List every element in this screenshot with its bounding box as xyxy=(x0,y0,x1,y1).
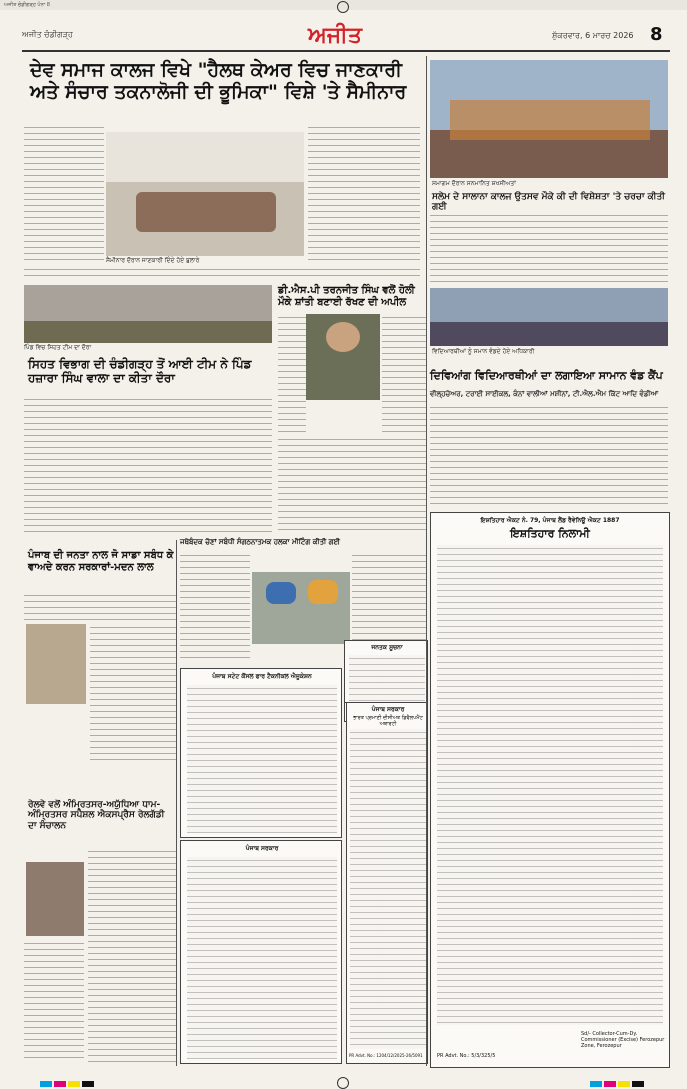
ceremony-photo xyxy=(430,60,668,178)
notice-title: ਜਨਤਕ ਸੂਚਨਾ xyxy=(371,644,403,651)
article-text xyxy=(90,624,176,764)
pr-advt-number: PR Advt. No.: 1204/12/2025-26/5091 xyxy=(349,1053,423,1058)
photo-caption: ਸੈਮੀਨਾਰ ਦੌਰਾਨ ਜਾਣਕਾਰੀ ਦਿੰਦੇ ਹੋਏ ਬੁਲਾਰੇ xyxy=(106,257,200,264)
print-strip: ਅਜੀਤ ਚੰਡੀਗੜ੍ਹ ਪੰਨਾ 8 xyxy=(0,0,687,10)
dsp-headline: ਡੀ.ਐਸ.ਪੀ ਤਰਨਜੀਤ ਸਿੰਘ ਵਲੋਂ ਹੋਲੀ ਮੌਕੇ ਸ਼ਾਂਤੀ ਬਣਾਈ ਰੱਖਣ ਦੀ ਅਪੀਲ xyxy=(278,285,415,308)
article-text xyxy=(308,124,420,262)
article-text xyxy=(430,212,668,284)
page-number: 8 xyxy=(650,24,663,45)
article-text xyxy=(278,314,306,432)
official-photo xyxy=(26,862,84,936)
main-headline: ਦੇਵ ਸਮਾਜ ਕਾਲਜ ਵਿਖੇ "ਹੈਲਥ ਕੇਅਰ ਵਿਚ ਜਾਣਕਾਰੀ ਅਤੇ ਸੰਚਾਰ ਤਕਨਾਲੋਜੀ ਦੀ ਭੂਮਿਕਾ" ਵਿਸ਼ੇ 'ਤੇ ਸੈਮੀਨਾਰ xyxy=(30,59,407,103)
article-text xyxy=(24,592,176,622)
meeting-photo xyxy=(252,572,350,644)
registration-mark-icon xyxy=(337,1,349,13)
photo-caption: ਪਿੰਡ ਵਿਚ ਸਿਹਤ ਟੀਮ ਦਾ ਦੌਰਾ xyxy=(24,344,92,351)
photo-caption: ਵਿਦਿਆਰਥੀਆਂ ਨੂੰ ਸਮਾਨ ਵੰਡਦੇ ਹੋਏ ਅਧਿਕਾਰੀ xyxy=(432,348,535,355)
village-photo xyxy=(24,285,272,343)
health-headline: ਸਿਹਤ ਵਿਭਾਗ ਦੀ ਚੰਡੀਗੜ੍ਹ ਤੋਂ ਆਈ ਟੀਮ ਨੇ ਪਿੰਡ ਹਜ਼ਾਰਾ ਸਿੰਘ ਵਾਲਾ ਦਾ ਕੀਤਾ ਦੌਰਾ xyxy=(28,357,252,385)
article-text xyxy=(180,552,250,662)
registration-mark-icon xyxy=(337,1077,349,1089)
article-text xyxy=(24,266,420,280)
cmyk-black xyxy=(82,1081,94,1087)
govt2-title: ਪੰਜਾਬ ਸਰਕਾਰ xyxy=(245,845,279,852)
railway-headline: ਰੇਲਵੇ ਵਲੋਂ ਅੰਮ੍ਰਿਤਸਰ-ਅਯੁੱਧਿਆ ਧਾਮ-ਅੰਮ੍ਰਿਤਸਰ ਸਪੈਸ਼ਲ ਐਕਸਪ੍ਰੈਸ ਰੇਲਗੱਡੀ ਦਾ ਸੰਚਾਲਨ xyxy=(28,800,165,831)
pr-advt-number: PR Advt. No.: 5/3/325/5 xyxy=(437,1053,496,1059)
article-text xyxy=(430,404,668,508)
auction-ad xyxy=(430,512,670,1068)
dsp-photo xyxy=(306,314,380,400)
cmyk-yellow xyxy=(618,1081,630,1087)
students-photo xyxy=(430,288,668,346)
govt-ad-2 xyxy=(180,840,342,1064)
govt-subtitle: ਭਾਰਤ ਪ੍ਰਮਾਣੀ ਦੀਸੀਅਤ ਡਿਵੈਲਪਮੈਂਟ ਅਥਾਰਟੀ xyxy=(353,715,423,727)
council-ad xyxy=(180,668,342,838)
council-title: ਪੰਜਾਬ ਸਟੇਟ ਕੌਂਸਲ ਫਾਰ ਟੈਕਨੀਕਲ ਐਜੂਕੇਸ਼ਨ xyxy=(212,673,312,680)
punjab-headline: ਪੰਜਾਬ ਦੀ ਜਨਤਾ ਨਾਲ ਜੋ ਸਾਡਾ ਸਬੰਧ ਕੇ ਵਾਅਦੇ ਕਰਨ ਸਰਕਾਰਾਂ-ਮਦਨ ਲਾਲ xyxy=(28,550,174,573)
masthead-logo: ਅਜੀਤ xyxy=(308,22,362,48)
article-text xyxy=(278,436,426,530)
article-text xyxy=(382,314,426,432)
issue-date: ਸ਼ੁੱਕਰਵਾਰ, 6 ਮਾਰਚ 2026 xyxy=(552,31,634,40)
seminar-photo xyxy=(106,132,304,256)
photo-caption: ਸਮਾਗਮ ਦੌਰਾਨ ਸਨਮਾਨਿਤ ਸ਼ਖਸੀਅਤਾਂ xyxy=(432,180,516,187)
cmyk-cyan xyxy=(40,1081,52,1087)
page-header xyxy=(22,22,670,52)
cmyk-cyan xyxy=(590,1081,602,1087)
cmyk-magenta xyxy=(604,1081,616,1087)
article-text xyxy=(88,848,176,1062)
cmyk-magenta xyxy=(54,1081,66,1087)
cmyk-yellow xyxy=(68,1081,80,1087)
event-headline: ਸਲੇਮ ਦੇ ਸਾਲਾਨਾ ਕਾਲਜ ਉਤਸਵ ਮੌਕੇ ਕੀ ਦੀ ਵਿਸ਼ੇਸ਼ਤਾ 'ਤੇ ਚਰਚਾ ਕੀਤੀ ਗਈ xyxy=(432,192,665,213)
auction-text xyxy=(437,545,663,1025)
cmyk-black xyxy=(632,1081,644,1087)
article-text xyxy=(24,396,272,536)
divyang-headline: ਦਿਵਿਆਂਗ ਵਿਦਿਆਰਥੀਆਂ ਦਾ ਲਗਾਇਆ ਸਾਮਾਨ ਵੰਡ ਕੈਂਪ xyxy=(430,369,663,382)
speaker-photo xyxy=(26,624,86,704)
auction-title: ਇਸ਼ਤਿਹਾਰ ਨਿਲਾਮੀ xyxy=(510,527,590,540)
article-text xyxy=(24,940,84,1062)
column-divider xyxy=(426,56,427,1066)
edition-label: ਅਜੀਤ ਚੰਡੀਗੜ੍ਹ xyxy=(22,30,73,39)
auction-signature: Sd/- Collector-Cum-Dy. Commissioner (Excise) Ferozepur Zone, Ferozepur xyxy=(581,1031,665,1049)
govt2-text xyxy=(187,857,337,1059)
council-text xyxy=(187,685,337,833)
sikh-headline: ਜਥੇਬੰਦਕ ਚੋਣਾਂ ਸਬੰਧੀ ਸੰਗਠਨਾਤਮਕ ਹਲਕਾ ਮੀਟਿੰਗ ਕੀਤੀ ਗਈ xyxy=(180,538,340,546)
govt-tender-ad xyxy=(346,702,428,1064)
govt-title: ਪੰਜਾਬ ਸਰਕਾਰ xyxy=(371,706,405,713)
auction-subtitle: ਇਸ਼ਤਿਹਾਰ ਐਕਟ ਨੰ. 79, ਪੰਜਾਬ ਲੈਂਡ ਰੈਵੇਨਿਊ ਐਕਟ 1887 xyxy=(480,517,620,524)
tender-table xyxy=(350,729,426,1049)
bullets-subhead: ਵੀਲ੍ਹਚੇਅਰ, ਟਰਾਈ ਸਾਈਕਲ, ਕੰਨਾਂ ਵਾਲੀਆਂ ਮਸ਼ੀਨਾਂ, ਟੀ.ਐਲ.ਐਮ ਕਿੱਟ ਆਦਿ ਵੰਡੀਆਂ xyxy=(430,390,659,398)
column-divider xyxy=(176,540,177,1066)
article-text xyxy=(24,124,104,262)
